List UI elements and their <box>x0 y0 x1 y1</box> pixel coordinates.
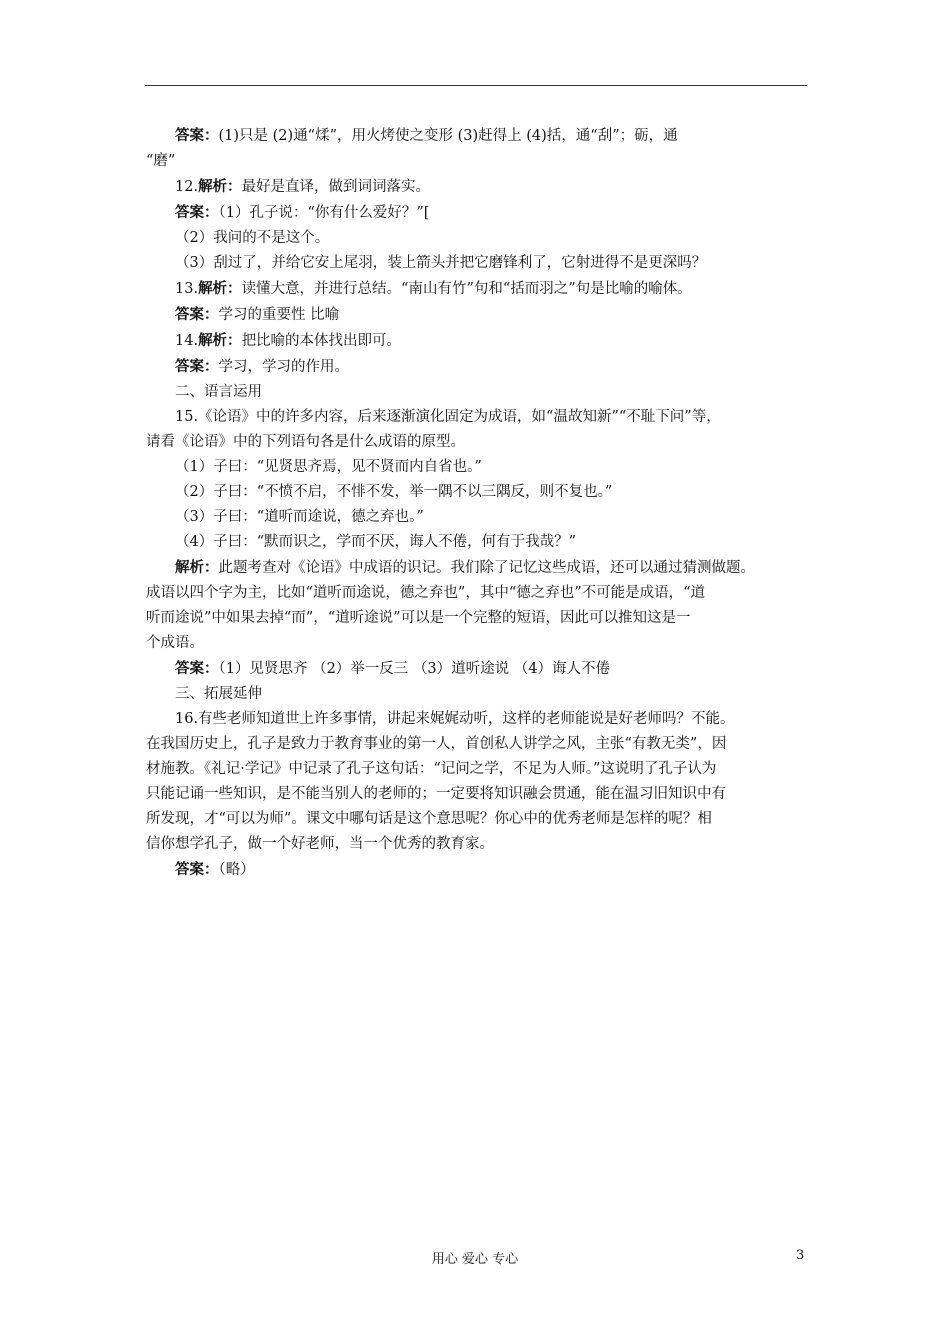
line-text: 听而途说”中如果去掉“而”，“道听途说”可以是一个完整的短语，因此可以推知这是一 <box>146 610 691 626</box>
text-line <box>146 380 808 405</box>
line-label: 答案： <box>175 127 219 144</box>
line-label: 答案： <box>175 306 219 323</box>
line-label: 答案： <box>175 660 219 677</box>
text-line <box>146 631 808 656</box>
text-line <box>146 455 808 480</box>
text-line <box>146 656 808 682</box>
line-text: 读懂大意，并进行总结。“南山有竹”句和“括而羽之”句是比喻的喻体。 <box>241 281 692 297</box>
text-line <box>146 405 808 430</box>
text-line <box>146 530 808 555</box>
line-text: 二、语言运用 <box>175 384 262 400</box>
text-line <box>146 328 808 354</box>
text-line <box>146 276 808 302</box>
line-text: （2）子曰：“不愤不启，不悱不发，举一隅不以三隅反，则不复也。” <box>175 484 613 500</box>
line-text: “磨” <box>146 153 176 169</box>
text-line <box>146 757 808 782</box>
line-text: 学习，学习的作用。 <box>218 359 349 375</box>
line-text: （1）子曰：“见贤思齐焉，见不贤而内自省也。” <box>175 459 482 475</box>
text-line <box>146 606 808 631</box>
line-text: 材施教。《礼记·学记》中记录了孔子这句话：“记问之学，不足为人师。”这说明了孔子认为 <box>146 761 717 777</box>
text-line <box>146 251 808 276</box>
header-rule <box>145 85 807 86</box>
line-text: 16.有些老师知道世上许多事情，讲起来娓娓动听，这样的老师能说是好老师吗？不能。 <box>175 711 735 727</box>
document-body <box>146 123 808 883</box>
text-line <box>146 832 808 857</box>
text-line <box>146 123 808 149</box>
text-line <box>146 682 808 707</box>
text-line <box>146 782 808 807</box>
line-text: （3）刮过了，并给它安上尾羽，装上箭头并把它磨锋利了，它射进得不是更深吗？ <box>175 255 707 271</box>
page-footer <box>0 1248 950 1268</box>
line-text: 成语以四个字为主，比如“道听而途说，德之弃也”，其中“德之弃也”不可能是成语，“道 <box>146 585 706 601</box>
line-text: 15.《论语》中的许多内容，后来逐渐演化固定为成语，如“温故知新”“不耻下问”等， <box>175 409 721 425</box>
line-text: 最好是直译，做到词词落实。 <box>241 179 431 195</box>
text-line <box>146 149 808 174</box>
line-text: (1)只是 (2)通“煣”，用火烤使之变形 (3)赶得上 (4)括，通“刮”；砺，通 <box>218 128 678 144</box>
line-text: 请看《论语》中的下列语句各是什么成语的原型。 <box>146 434 465 450</box>
line-text: 所发现，才“可以为师”。课文中哪句话是这个意思呢？你心中的优秀老师是怎样的呢？相 <box>146 811 712 827</box>
question-number: 13. <box>175 281 199 297</box>
text-line <box>146 174 808 200</box>
text-line <box>146 581 808 606</box>
question-number: 14. <box>175 333 199 349</box>
text-line <box>146 732 808 757</box>
line-text: 三、拓展延伸 <box>175 686 262 702</box>
text-line <box>146 430 808 455</box>
text-line <box>146 354 808 380</box>
text-line <box>146 480 808 505</box>
line-text: （3）子曰：“道听而途说，德之弃也。” <box>175 509 424 525</box>
text-line <box>146 555 808 581</box>
line-label: 解析： <box>198 178 242 195</box>
line-text: 学习的重要性 比喻 <box>218 307 340 323</box>
text-line <box>146 505 808 530</box>
line-text: 此题考查对《论语》中成语的识记。我们除了记忆这些成语，还可以通过猜测做题。 <box>218 560 755 576</box>
text-line <box>146 707 808 732</box>
line-text: 只能记诵一些知识，是不能当别人的老师的；一定要将知识融会贯通，能在温习旧知识中有 <box>146 786 726 802</box>
line-label: 答案： <box>175 861 219 878</box>
line-text: 信你想学孔子，做一个好老师，当一个优秀的教育家。 <box>146 836 494 852</box>
line-label: 解析： <box>198 332 242 349</box>
text-line <box>146 807 808 832</box>
text-line <box>146 200 808 226</box>
line-text: （4）子曰：“默而识之，学而不厌，诲人不倦，何有于我哉？” <box>175 534 577 550</box>
line-text: 在我国历史上，孔子是致力于教育事业的第一人，首创私人讲学之风，主张“有教无类”，因 <box>146 736 727 752</box>
page-number: 3 <box>796 1248 805 1263</box>
line-text: （略） <box>218 862 255 878</box>
line-text: 把比喻的本体找出即可。 <box>241 333 402 349</box>
line-label: 答案： <box>175 204 219 221</box>
footer-motto: 用心 爱心 专心 <box>431 1252 519 1267</box>
line-text: 个成语。 <box>146 635 204 651</box>
line-label: 解析： <box>198 280 242 297</box>
line-text: （2）我问的不是这个。 <box>175 230 330 246</box>
text-line <box>146 302 808 328</box>
line-text: （1）见贤思齐 （2）举一反三 （3）道听途说 （4）诲人不倦 <box>218 661 610 677</box>
question-number: 12. <box>175 179 199 195</box>
line-text: （1）孔子说：“你有什么爱好？”[ <box>218 205 430 221</box>
text-line <box>146 857 808 883</box>
line-label: 答案： <box>175 358 219 375</box>
line-label: 解析： <box>175 559 219 576</box>
text-line <box>146 226 808 251</box>
